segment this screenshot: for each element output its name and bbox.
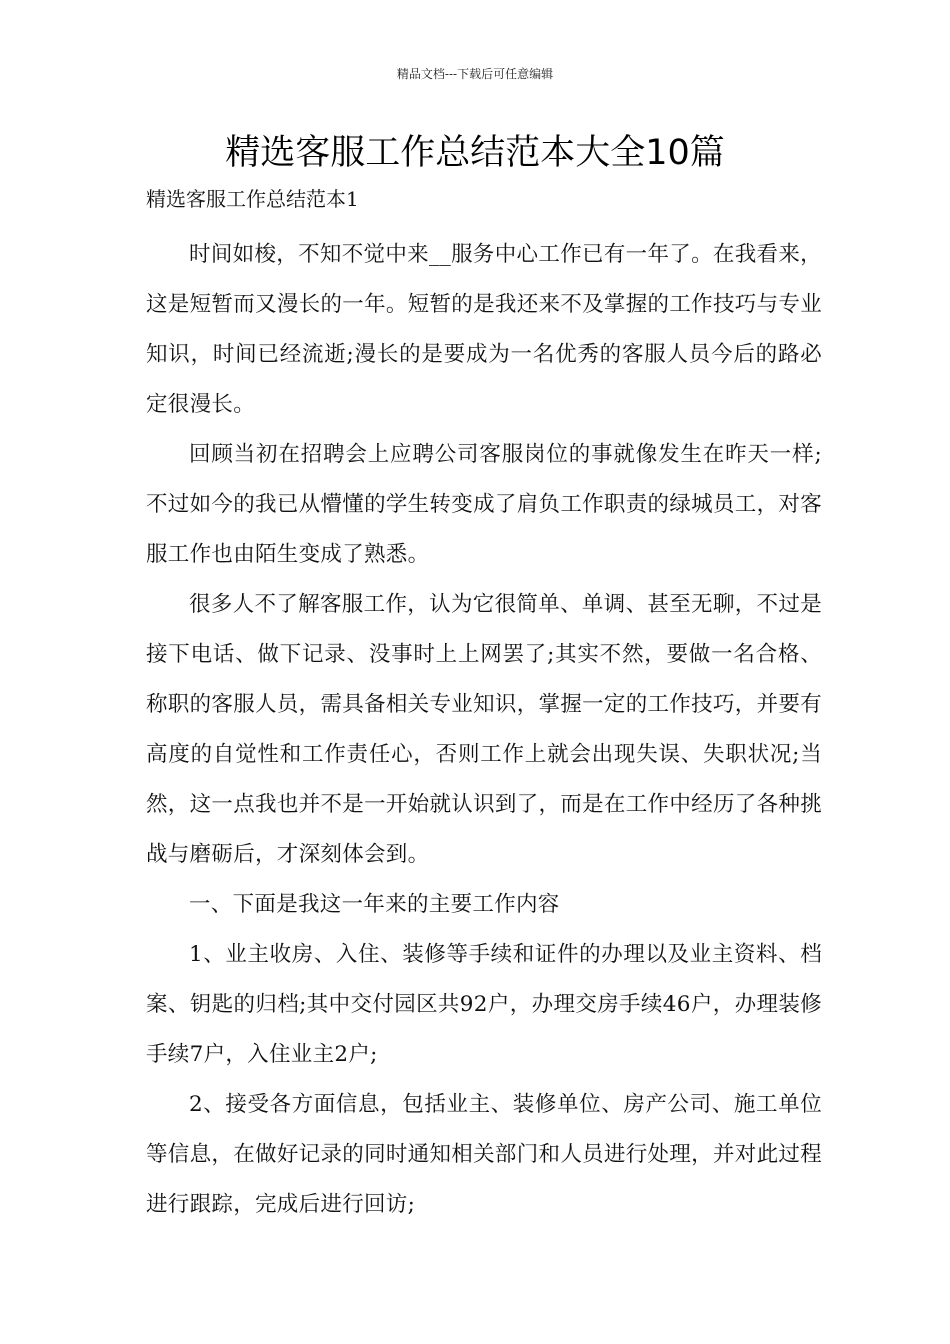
paragraph-4-heading: 一、下面是我这一年来的主要工作内容	[189, 892, 560, 917]
paragraph-6: 2、接受各方面信息，包括业主、装修单位、房产公司、施工单位等信息，在做好记录的同时通知相关部门和人员进行处理，并对此过程进行跟踪，完成后进行回访;	[146, 1092, 822, 1217]
document-title: 精选客服工作总结范本大全10篇	[225, 133, 725, 173]
paragraph-1: 时间如梭，不知不觉中来__服务中心工作已有一年了。在我看来，这是短暂而又漫长的一年。短暂的是我还来不及掌握的工作技巧与专业知识，时间已经流逝;漫长的是要成为一名优秀的客服人员今后的路必定很漫长。	[146, 242, 822, 417]
document-body	[146, 230, 822, 1230]
paragraph-3: 很多人不了解客服工作，认为它很简单、单调、甚至无聊，不过是接下电话、做下记录、没事时上上网罢了;其实不然，要做一名合格、称职的客服人员，需具备相关专业知识，掌握一定的工作技巧，并要有高度的自觉性和工作责任心，否则工作上就会出现失误、失职状况;当然，这一点我也并不是一开始就认识到了，而是在工作中经历了各种挑战与磨砺后，才深刻体会到。	[146, 592, 822, 867]
header-note: 精品文档---下载后可任意编辑	[396, 67, 554, 81]
paragraph-2: 回顾当初在招聘会上应聘公司客服岗位的事就像发生在昨天一样;不过如今的我已从懵懂的学生转变成了肩负工作职责的绿城员工，对客服工作也由陌生变成了熟悉。	[146, 442, 822, 567]
paragraph-5: 1、业主收房、入住、装修等手续和证件的办理以及业主资料、档案、钥匙的归档;其中交付园区共92户，办理交房手续46户，办理装修手续7户，入住业主2户;	[146, 942, 822, 1067]
section-title: 精选客服工作总结范本1	[146, 187, 359, 211]
